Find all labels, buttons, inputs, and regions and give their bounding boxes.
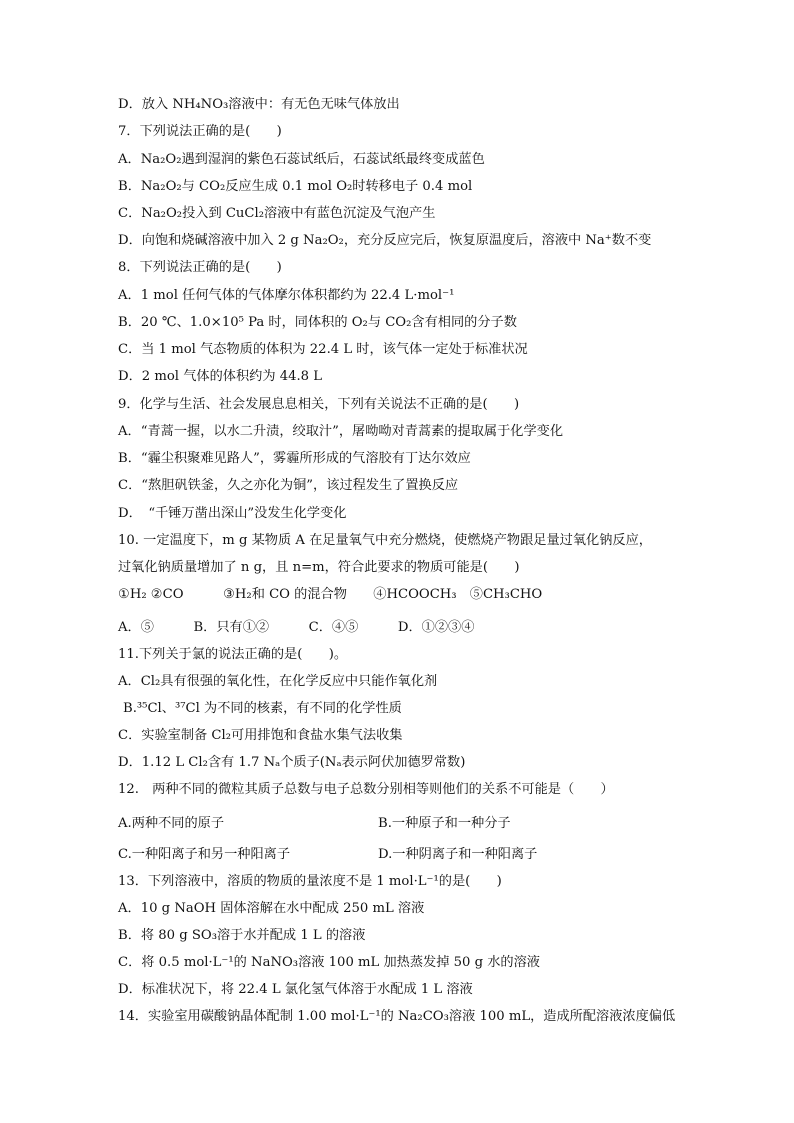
q10-stem-line2: 过氧化钠质量增加了 n g，且 n=m，符合此要求的物质可能是( ) <box>118 560 520 575</box>
q13-option-a: A．10 g NaOH 固体溶解在水中配成 250 mL 溶液 <box>118 901 425 916</box>
q11-stem: 11.下列关于氯的说法正确的是( )。 <box>118 647 348 662</box>
q12-option-b: B.一种原子和一种分子 <box>378 816 511 831</box>
q9-option-d: D． “千锤万凿出深山”没发生化学变化 <box>118 506 347 521</box>
q8-stem: 8．下列说法正确的是( ) <box>118 260 282 275</box>
q10-options: A．⑤ B．只有①② C．④⑤ D．①②③④ <box>118 620 475 635</box>
q11-option-b: B.³⁵Cl、³⁷Cl 为不同的核素，有不同的化学性质 <box>123 701 402 716</box>
q13-stem: 13．下列溶液中，溶质的物质的量浓度不是 1 mol·L⁻¹的是( ) <box>118 874 502 889</box>
q7-option-a: A．Na₂O₂遇到湿润的紫色石蕊试纸后，石蕊试纸最终变成蓝色 <box>118 152 485 167</box>
q12-stem: 12. 两种不同的微粒其质子总数与电子总数分别相等则他们的关系不可能是（ ） <box>118 782 614 797</box>
q14-stem: 14．实验室用碳酸钠晶体配制 1.00 mol·L⁻¹的 Na₂CO₃溶液 100 mL，造成所配溶液浓度偏低 <box>118 1009 676 1024</box>
q11-option-a: A．Cl₂具有很强的氧化性，在化学反应中只能作氧化剂 <box>118 674 438 689</box>
q13-option-d: D．标准状况下，将 22.4 L 氯化氢气体溶于水配成 1 L 溶液 <box>118 982 473 997</box>
q12-option-d: D.一种阴离子和一种阳离子 <box>378 847 538 862</box>
q12-row1 <box>118 815 224 833</box>
q7-stem: 7．下列说法正确的是( ) <box>118 124 282 139</box>
q8-option-c: C．当 1 mol 气态物质的体积为 22.4 L 时，该气体一定处于标准状况 <box>118 342 528 357</box>
q12-option-c: C.一种阳离子和另一种阳离子 <box>118 847 291 862</box>
q10-stem-line1: 10. 一定温度下，m g 某物质 A 在足量氧气中充分燃烧，使燃烧产物跟足量过氧化钠反应， <box>118 533 652 548</box>
q8-option-a: A．1 mol 任何气体的气体摩尔体积都约为 22.4 L·mol⁻¹ <box>118 288 455 303</box>
q9-stem: 9．化学与生活、社会发展息息相关，下列有关说法不正确的是( ) <box>118 397 520 412</box>
q12-option-a: A.两种不同的原子 <box>118 816 225 831</box>
q11-option-c: C．实验室制备 Cl₂可用排饱和食盐水集气法收集 <box>118 728 403 743</box>
q9-option-b: B．“霾尘积聚难见路人”，雾霾所形成的气溶胶有丁达尔效应 <box>118 451 471 466</box>
q8-option-d: D．2 mol 气体的体积约为 44.8 L <box>118 369 323 384</box>
q13-option-b: B．将 80 g SO₃溶于水并配成 1 L 的溶液 <box>118 928 366 943</box>
q7-option-d: D．向饱和烧碱溶液中加入 2 g Na₂O₂，充分反应完后，恢复原温度后，溶液中 Na⁺数不变 <box>118 233 652 248</box>
q9-option-c: C．“熬胆矾铁釜，久之亦化为铜”，该过程发生了置换反应 <box>118 478 459 493</box>
q6-option-d: D．放入 NH₄NO₃溶液中：有无色无味气体放出 <box>118 97 400 112</box>
q8-option-b: B．20 ℃、1.0×10⁵ Pa 时，同体积的 O₂与 CO₂含有相同的分子数 <box>118 315 517 330</box>
q13-option-c: C．将 0.5 mol·L⁻¹的 NaNO₃溶液 100 mL 加热蒸发掉 50 g 水的溶液 <box>118 955 540 970</box>
q7-option-b: B．Na₂O₂与 CO₂反应生成 0.1 mol O₂时转移电子 0.4 mol <box>118 179 473 194</box>
q9-option-a: A．“青蒿一握，以水二升渍，绞取汁”，屠呦呦对青蒿素的提取属于化学变化 <box>118 424 564 439</box>
q7-option-c: C．Na₂O₂投入到 CuCl₂溶液中有蓝色沉淀及气泡产生 <box>118 206 436 221</box>
q10-candidates: ①H₂ ②CO ③H₂和 CO 的混合物 ④HCOOCH₃ ⑤CH₃CHO <box>118 587 543 602</box>
q11-option-d: D．1.12 L Cl₂含有 1.7 Nₐ个质子(Nₐ表示阿伏加德罗常数) <box>118 755 466 770</box>
